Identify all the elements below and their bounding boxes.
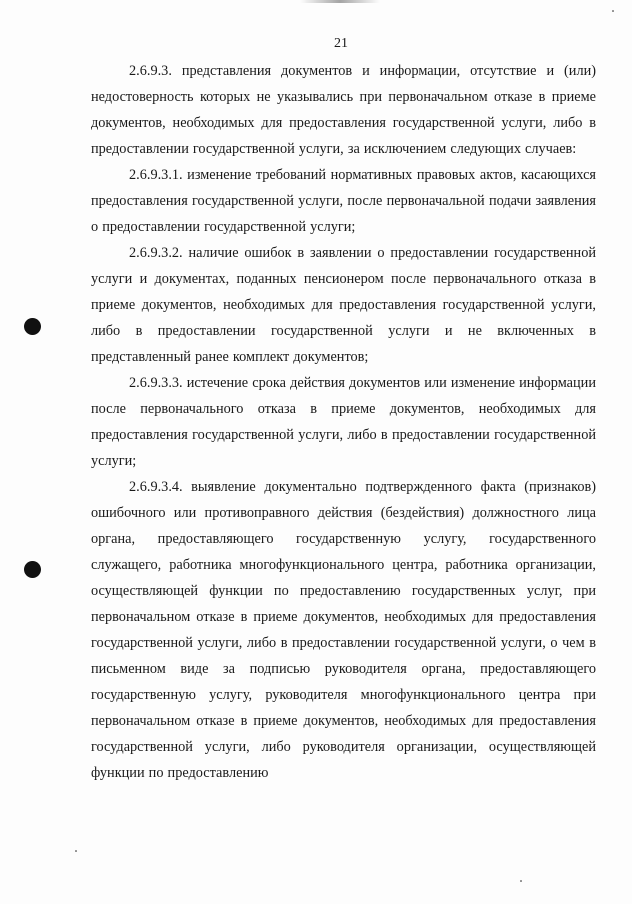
page-number: 21 bbox=[334, 36, 348, 51]
scan-edge-mark bbox=[300, 0, 380, 3]
scan-speck bbox=[75, 850, 77, 852]
paragraph-2-6-9-3-1: 2.6.9.3.1. изменение требований нормативных правовых актов, касающихся предоставления государственной услуги, после первоначальной подачи заявления о предоставлении государственной услуги; bbox=[91, 167, 596, 235]
paragraph-2-6-9-3: 2.6.9.3. представления документов и информации, отсутствие и (или) недостоверность которых не указывались при первоначальном отказе в приеме документов, необходимых для предоставления государственной услуги, либо в предоставлении государственной услуги, за исключением следующих случаев: bbox=[91, 63, 596, 157]
paragraph-2-6-9-3-3: 2.6.9.3.3. истечение срока действия документов или изменение информации после первоначального отказа в приеме документов, необходимых для предоставления государственной услуги, либо в предоставлении государственной услуги; bbox=[91, 375, 596, 469]
binder-hole-mark bbox=[24, 318, 41, 335]
paragraph-2-6-9-3-4: 2.6.9.3.4. выявление документально подтвержденного факта (признаков) ошибочного или противоправного действия (бездействия) должностного лица органа, предоставляющего государственную услугу, государственного служащего, работника многофункционального центра, работника организации, осуществляющей функции по предоставлению государственных услуг, при первоначальном отказе в приеме документов, необходимых для предоставления государственной услуги, либо в предоставлении государственной услуги, о чем в письменном виде за подписью руководителя органа, предоставляющего государственную услугу, руководителя многофункционального центра при первоначальном отказе в приеме документов, необходимых для предоставления государственной услуги, либо руководителя организации, осуществляющей функции по предоставлению bbox=[91, 479, 596, 781]
binder-hole-mark bbox=[24, 561, 41, 578]
scan-speck bbox=[520, 880, 522, 882]
document-body bbox=[91, 58, 596, 786]
paragraph-2-6-9-3-2: 2.6.9.3.2. наличие ошибок в заявлении о предоставлении государственной услуги и документах, поданных пенсионером после первоначального отказа в приеме документов, необходимых для предоставления государственной услуги, либо в предоставлении государственной услуги и не включенных в представленный ранее комплект документов; bbox=[91, 245, 596, 365]
scan-speck bbox=[612, 10, 614, 12]
